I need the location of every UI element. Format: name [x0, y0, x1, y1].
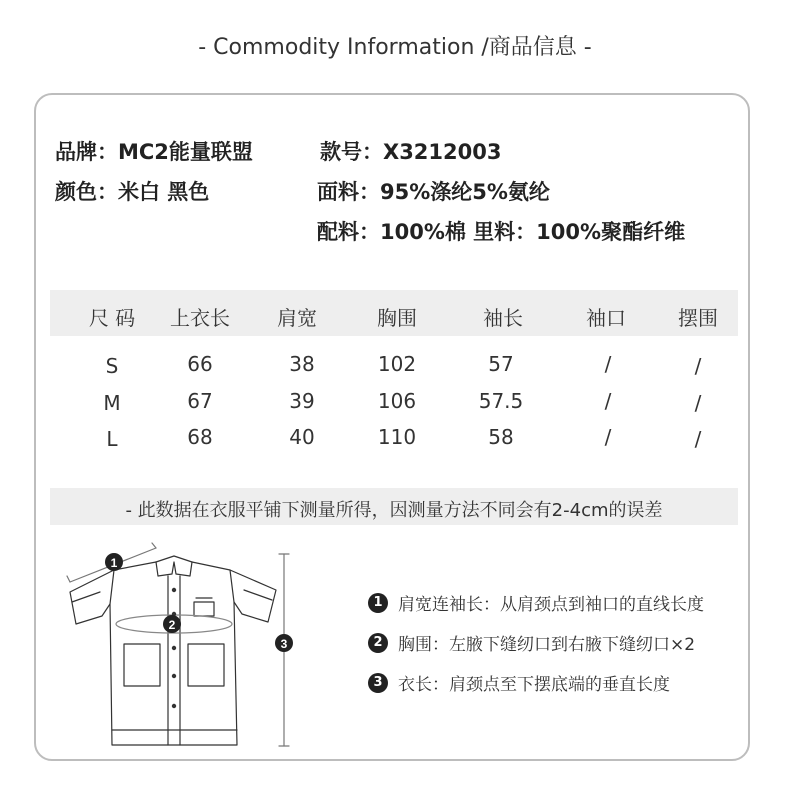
legend-item-chest: [368, 630, 695, 655]
cell-shoulder: 39: [289, 389, 315, 413]
legend-item-length: [368, 670, 670, 695]
diagram-marker-2: [163, 615, 181, 633]
cell-chest: 102: [377, 352, 417, 376]
cell-cuff: /: [604, 425, 612, 449]
cell-shoulder: 40: [289, 425, 315, 449]
cell-hem: /: [694, 354, 702, 378]
header-size: 尺 码: [88, 306, 136, 330]
legend-item-shoulder-sleeve: [368, 590, 704, 615]
svg-text:1: 1: [110, 556, 118, 570]
cell-hem: /: [694, 427, 702, 451]
header-length: 上衣长: [170, 306, 230, 330]
header-shoulder: 肩宽: [277, 306, 317, 330]
diagram-marker-1: [105, 553, 123, 571]
lining-line: 配料：100%棉 里料：100%聚酯纤维: [317, 220, 686, 244]
cell-length: 66: [187, 352, 213, 376]
legend-number-icon: 1: [368, 593, 388, 613]
cell-chest: 106: [377, 389, 417, 413]
svg-text:2: 2: [168, 618, 176, 632]
color-line: 颜色：米白 黑色: [55, 180, 210, 204]
legend-text: 衣长：肩颈点至下摆底端的垂直长度: [398, 675, 670, 695]
diagram-marker-3: [275, 634, 293, 652]
cell-length: 67: [187, 389, 213, 413]
legend-text: 肩宽连袖长：从肩颈点到袖口的直线长度: [398, 595, 704, 615]
cell-hem: /: [694, 391, 702, 415]
legend-text: 胸围：左腋下缝纫口到右腋下缝纫口×2: [398, 635, 696, 655]
measurement-note: - 此数据在衣服平铺下测量所得，因测量方法不同会有2-4cm的误差: [125, 500, 663, 521]
cell-cuff: /: [604, 389, 612, 413]
legend-number-icon: 2: [368, 633, 388, 653]
fabric-line: 面料：95%涤纶5%氨纶: [317, 180, 550, 204]
model-line: 款号：X3212003: [320, 140, 502, 164]
page-title: - Commodity Information /商品信息 -: [198, 35, 592, 60]
svg-text:3: 3: [280, 637, 288, 651]
cell-length: 68: [187, 425, 213, 449]
cell-size: M: [103, 391, 121, 415]
header-hem: 摆围: [678, 306, 718, 330]
cell-sleeve: 57.5: [478, 389, 524, 413]
size-table-header: [50, 290, 738, 336]
garment-diagram: [62, 540, 302, 755]
cell-sleeve: 57: [488, 352, 514, 376]
legend-number-icon: 3: [368, 673, 388, 693]
header-chest: 胸围: [377, 306, 417, 330]
cell-shoulder: 38: [289, 352, 315, 376]
cell-size: S: [105, 354, 119, 378]
measurement-note-band: [50, 488, 738, 525]
cell-size: L: [106, 427, 118, 451]
cell-chest: 110: [377, 425, 417, 449]
brand-line: 品牌：MC2能量联盟: [55, 140, 253, 164]
cell-sleeve: 58: [488, 425, 514, 449]
cell-cuff: /: [604, 352, 612, 376]
header-sleeve: 袖长: [483, 306, 523, 330]
header-cuff: 袖口: [586, 306, 626, 330]
